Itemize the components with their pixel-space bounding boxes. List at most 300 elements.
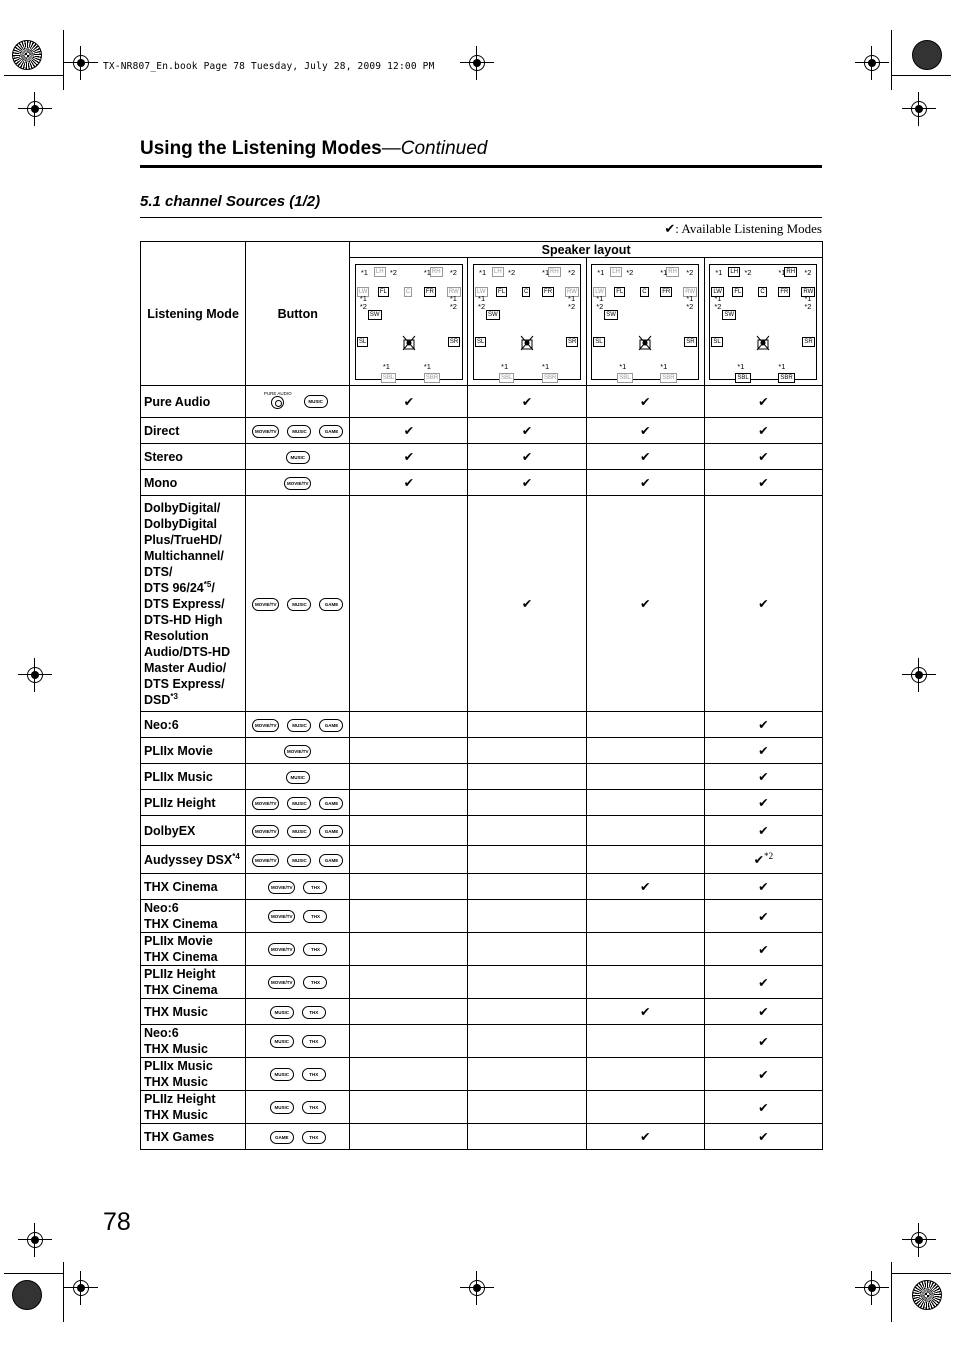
- availability-cell: [704, 900, 822, 933]
- thx-button-icon: THX: [303, 976, 327, 989]
- listening-mode-name: THX Games: [141, 1124, 246, 1150]
- availability-cell: [704, 444, 822, 470]
- thx-button-icon: THX: [302, 1006, 326, 1019]
- listening-mode-name: Mono: [141, 470, 246, 496]
- listening-mode-name: Neo:6 THX Cinema: [141, 900, 246, 933]
- thx-button-icon: THX: [303, 910, 327, 923]
- button-cell: [246, 846, 350, 874]
- button-cell: [246, 764, 350, 790]
- speaker-label-c: C: [405, 288, 411, 295]
- crosshair-mark: [861, 52, 883, 74]
- listening-mode-name: Neo:6: [141, 712, 246, 738]
- speaker-label-rw: RW: [567, 288, 577, 295]
- button-cell: [246, 496, 350, 712]
- table-row: [141, 1124, 823, 1150]
- availability-cell: [350, 470, 468, 496]
- availability-cell: [468, 966, 586, 999]
- availability-cell: [350, 816, 468, 846]
- check-mark: ✔: [758, 908, 769, 924]
- table-row: [141, 1025, 823, 1058]
- table-row: [141, 846, 823, 874]
- speaker-label-sbl: SBL: [382, 374, 395, 381]
- crosshair-mark: [861, 1277, 883, 1299]
- music-button-icon: MUSIC: [304, 395, 328, 408]
- diagram-footnote-mark: *1: [660, 267, 668, 277]
- speaker-label-sbr: SBR: [780, 374, 793, 381]
- speaker-label-fl: FL: [616, 288, 624, 295]
- check-mark: ✔: [758, 717, 769, 732]
- listening-mode-name: PLIIx Movie: [141, 738, 246, 764]
- check-mark: ✔: [758, 596, 769, 611]
- availability-cell: [350, 444, 468, 470]
- diagram-footnote-mark: *1: [596, 293, 604, 303]
- check-mark: ✔: [639, 475, 651, 490]
- listener-icon: [401, 335, 417, 351]
- button-cell: [246, 444, 350, 470]
- check-mark: ✔: [758, 449, 769, 464]
- header-listening-mode: Listening Mode: [141, 242, 246, 386]
- check-mark: ✔: [758, 795, 769, 810]
- availability-cell: [350, 966, 468, 999]
- crosshair-mark: [24, 1229, 46, 1251]
- crop-line: [63, 30, 64, 90]
- page-number: 78: [103, 1208, 131, 1236]
- availability-cell: [704, 738, 822, 764]
- page-title-main: Using the Listening Modes: [140, 138, 382, 159]
- speaker-label-sbr: SBR: [425, 374, 439, 381]
- crosshair-mark: [908, 98, 930, 120]
- check-mark: ✔: [403, 394, 415, 409]
- speaker-label-fr: FR: [425, 288, 434, 295]
- speaker-label-lh: LH: [375, 268, 384, 275]
- availability-cell: [350, 790, 468, 816]
- crosshair-mark: [466, 52, 488, 74]
- diagram-footnote-mark: *1: [568, 293, 576, 303]
- movie-tv-button-icon: MOVIE/TV: [268, 976, 296, 989]
- speaker-label-rh: RH: [550, 268, 559, 275]
- availability-cell: [350, 1025, 468, 1058]
- section-rule: [140, 217, 822, 218]
- table-row: [141, 712, 823, 738]
- table-row: [141, 386, 823, 418]
- movie-tv-button-icon: MOVIE/TV: [252, 719, 280, 732]
- speaker-label-fl: FL: [734, 288, 742, 295]
- check-mark: ✔: [753, 852, 765, 867]
- availability-cell: [350, 999, 468, 1025]
- button-cell: [246, 1058, 350, 1091]
- diagram-footnote-mark: *1: [423, 267, 431, 277]
- speaker-label-c: C: [524, 288, 529, 295]
- check-mark: ✔: [758, 941, 769, 957]
- music-button-icon: MUSIC: [287, 825, 311, 838]
- availability-cell: [704, 418, 822, 444]
- button-cell: [246, 470, 350, 496]
- availability-cell: [350, 1091, 468, 1124]
- movie-tv-button-icon: MOVIE/TV: [252, 797, 280, 810]
- game-button-icon: GAME: [319, 719, 343, 732]
- button-cell: [246, 1091, 350, 1124]
- music-button-icon: MUSIC: [286, 771, 310, 784]
- table-row: [141, 418, 823, 444]
- diagram-footnote-mark: *2: [596, 301, 604, 311]
- button-cell: [246, 386, 350, 418]
- speaker-layout-diagram: [709, 264, 817, 380]
- availability-cell: [350, 874, 468, 900]
- speaker-layout-cell: [350, 258, 468, 386]
- check-mark: ✔: [521, 423, 533, 438]
- availability-cell: [586, 386, 704, 418]
- availability-cell: [704, 496, 822, 712]
- availability-cell: [350, 496, 468, 712]
- button-cell: [246, 933, 350, 966]
- movie-tv-button-icon: MOVIE/TV: [284, 745, 312, 758]
- availability-cell: [586, 816, 704, 846]
- speaker-layout-diagram: [473, 264, 581, 380]
- check-mark: ✔: [521, 449, 533, 464]
- movie-tv-button-icon: MOVIE/TV: [284, 477, 312, 490]
- crosshair-mark: [24, 664, 46, 686]
- speaker-label-sbl: SBL: [737, 374, 749, 381]
- thx-button-icon: THX: [303, 881, 327, 894]
- check-mark: ✔: [639, 596, 651, 611]
- table-row: [141, 496, 823, 712]
- speaker-label-sbl: SBL: [619, 374, 631, 381]
- diagram-footnote-mark: *1: [478, 293, 486, 303]
- movie-tv-button-icon: MOVIE/TV: [252, 425, 280, 438]
- diagram-footnote-mark: *1: [804, 293, 812, 303]
- button-cell: [246, 418, 350, 444]
- listening-mode-name: Neo:6 THX Music: [141, 1025, 246, 1058]
- listening-mode-name: Stereo: [141, 444, 246, 470]
- availability-cell: [350, 933, 468, 966]
- crosshair-mark: [24, 98, 46, 120]
- check-mark: ✔: [758, 475, 769, 490]
- speaker-layout-cell: [468, 258, 586, 386]
- thx-button-icon: THX: [303, 943, 327, 956]
- section-title: 5.1 channel Sources (1/2): [140, 193, 321, 210]
- availability-cell: [350, 712, 468, 738]
- check-mark: ✔: [639, 1129, 651, 1144]
- speaker-label-sw: SW: [606, 311, 616, 318]
- availability-cell: [586, 1124, 704, 1150]
- music-button-icon: MUSIC: [287, 719, 311, 732]
- game-button-icon: GAME: [319, 797, 343, 810]
- speaker-layout-diagram: [355, 264, 463, 380]
- availability-cell: [468, 386, 586, 418]
- availability-cell: [586, 966, 704, 999]
- table-row: [141, 790, 823, 816]
- speaker-label-c: C: [760, 288, 765, 295]
- availability-cell: [586, 712, 704, 738]
- availability-cell: [468, 1091, 586, 1124]
- button-cell: [246, 1124, 350, 1150]
- button-cell: [246, 874, 350, 900]
- availability-cell: [350, 900, 468, 933]
- diagram-footnote-mark: *1: [501, 361, 509, 371]
- movie-tv-button-icon: MOVIE/TV: [252, 854, 280, 867]
- speaker-label-fr: FR: [544, 288, 553, 295]
- listening-mode-name: PLIIz Height THX Music: [141, 1091, 246, 1124]
- speaker-label-sr: SR: [568, 338, 577, 345]
- table-row: [141, 738, 823, 764]
- legend-check-mark: ✔: [664, 222, 676, 237]
- listening-mode-name: Audyssey DSX$^{*4}$: [141, 846, 246, 874]
- crosshair-mark: [70, 1277, 92, 1299]
- table-row: [141, 933, 823, 966]
- availability-cell: [468, 900, 586, 933]
- thx-button-icon: THX: [302, 1101, 326, 1114]
- crop-line: [891, 30, 892, 90]
- speaker-label-lh: LH: [612, 268, 620, 275]
- availability-cell: [586, 874, 704, 900]
- availability-cell: [586, 764, 704, 790]
- check-mark: ✔: [758, 823, 769, 838]
- availability-cell: [704, 999, 822, 1025]
- button-cell: [246, 999, 350, 1025]
- availability-cell: [468, 933, 586, 966]
- check-mark: ✔: [758, 743, 769, 758]
- registration-sunburst-top-right: [912, 40, 942, 70]
- check-mark: ✔: [639, 394, 651, 409]
- availability-cell: [350, 386, 468, 418]
- check-mark: ✔: [403, 475, 415, 490]
- availability-cell: [586, 470, 704, 496]
- speaker-label-sr: SR: [449, 338, 459, 345]
- crosshair-mark: [908, 1229, 930, 1251]
- movie-tv-button-icon: MOVIE/TV: [268, 943, 296, 956]
- movie-tv-button-icon: MOVIE/TV: [268, 881, 296, 894]
- diagram-footnote-mark: *1: [619, 361, 627, 371]
- listening-mode-name: THX Music: [141, 999, 246, 1025]
- speaker-label-sbr: SBR: [544, 374, 557, 381]
- game-button-icon: GAME: [319, 598, 343, 611]
- diagram-footnote-mark: *2: [359, 301, 367, 311]
- speaker-label-fl: FL: [379, 288, 387, 295]
- pure-audio-button-icon: PURE AUDIO: [264, 391, 292, 412]
- availability-cell: [468, 712, 586, 738]
- diagram-footnote-mark: *2: [568, 301, 576, 311]
- crosshair-mark: [70, 52, 92, 74]
- availability-cell: [704, 1124, 822, 1150]
- availability-cell: [586, 1025, 704, 1058]
- diagram-footnote-mark: *1: [382, 361, 390, 371]
- diagram-footnote-mark: *2: [686, 301, 694, 311]
- legend: [664, 221, 822, 237]
- thx-button-icon: THX: [302, 1131, 326, 1144]
- diagram-footnote-mark: *2: [804, 301, 812, 311]
- speaker-label-fr: FR: [780, 288, 789, 295]
- registration-sunburst-top-left: [12, 40, 42, 70]
- availability-cell: [468, 1025, 586, 1058]
- listening-mode-name: Pure Audio: [141, 386, 246, 418]
- table-row: [141, 874, 823, 900]
- listening-mode-name: DolbyDigital/ DolbyDigital Plus/TrueHD/ Multichannel/ DTS/ DTS 96/24$^{*5}$/ DTS Express/ DTS-HD High Resolution Audio/DTS-HD Master Audio/ DTS Express/ DSD$^{*3}$: [141, 496, 246, 712]
- game-button-icon: GAME: [270, 1131, 294, 1144]
- check-mark: ✔: [639, 449, 651, 464]
- availability-cell: [468, 444, 586, 470]
- table-row: [141, 900, 823, 933]
- diagram-footnote-mark: *1: [660, 361, 668, 371]
- diagram-footnote-mark: *2: [449, 301, 457, 311]
- listening-mode-name: PLIIx Movie THX Cinema: [141, 933, 246, 966]
- diagram-footnote-mark: *1: [715, 267, 723, 277]
- crop-line: [63, 1262, 64, 1322]
- diagram-footnote-mark: *2: [804, 267, 812, 277]
- registration-sunburst-bottom-right: [912, 1280, 942, 1310]
- availability-cell: [704, 1091, 822, 1124]
- diagram-footnote-mark: *1: [479, 267, 487, 277]
- diagram-footnote-mark: *2: [449, 267, 457, 277]
- speaker-label-rw: RW: [685, 288, 696, 295]
- button-cell: [246, 1025, 350, 1058]
- listening-mode-name: THX Cinema: [141, 874, 246, 900]
- availability-cell: [704, 816, 822, 846]
- speaker-label-lw: LW: [713, 288, 722, 295]
- button-cell: [246, 816, 350, 846]
- diagram-footnote-mark: *2: [508, 267, 516, 277]
- speaker-label-fl: FL: [498, 288, 506, 295]
- check-mark: ✔: [758, 1129, 769, 1144]
- speaker-label-lw: LW: [595, 288, 604, 295]
- check-mark: ✔: [639, 423, 651, 438]
- movie-tv-button-icon: MOVIE/TV: [252, 598, 280, 611]
- speaker-label-sl: SL: [595, 338, 603, 345]
- availability-cell: [586, 738, 704, 764]
- listening-mode-name: PLIIx Music: [141, 764, 246, 790]
- music-button-icon: MUSIC: [287, 425, 311, 438]
- crop-line: [891, 75, 951, 76]
- table-row: [141, 470, 823, 496]
- check-mark: ✔: [758, 423, 769, 438]
- diagram-footnote-mark: *2: [389, 267, 397, 277]
- speaker-label-lw: LW: [477, 288, 486, 295]
- header-button: Button: [246, 242, 350, 386]
- availability-cell: [350, 764, 468, 790]
- game-button-icon: GAME: [319, 425, 343, 438]
- thx-button-icon: THX: [302, 1035, 326, 1048]
- crop-line: [891, 1273, 951, 1274]
- thx-button-icon: THX: [302, 1068, 326, 1081]
- diagram-footnote-mark: *2: [478, 301, 486, 311]
- availability-cell: [704, 712, 822, 738]
- availability-cell: [586, 1058, 704, 1091]
- speaker-label-sr: SR: [804, 338, 813, 345]
- availability-cell: [704, 386, 822, 418]
- check-mark: ✔: [758, 879, 769, 894]
- crosshair-mark: [908, 664, 930, 686]
- availability-cell: [468, 874, 586, 900]
- table-row: [141, 999, 823, 1025]
- speaker-layout-cell: [704, 258, 822, 386]
- button-cell: [246, 900, 350, 933]
- music-button-icon: MUSIC: [287, 598, 311, 611]
- registration-sunburst-bottom-left: [12, 1280, 42, 1310]
- page-title-continued: —Continued: [381, 138, 488, 159]
- availability-cell: [468, 496, 586, 712]
- speaker-label-sl: SL: [713, 338, 721, 345]
- speaker-label-sbr: SBR: [662, 374, 675, 381]
- availability-cell: [468, 790, 586, 816]
- check-mark: ✔: [639, 1004, 651, 1019]
- availability-cell: [468, 418, 586, 444]
- check-mark: ✔: [403, 423, 415, 438]
- diagram-footnote-mark: *1: [423, 361, 431, 371]
- diagram-footnote-mark: *1: [360, 267, 368, 277]
- title-rule: [140, 165, 822, 168]
- listening-mode-name: PLIIx Music THX Music: [141, 1058, 246, 1091]
- diagram-footnote-mark: *1: [714, 293, 722, 303]
- check-mark: ✔: [758, 1004, 769, 1019]
- check-mark: ✔: [521, 475, 533, 490]
- availability-cell: [468, 1058, 586, 1091]
- speaker-label-rw: RW: [803, 288, 814, 295]
- movie-tv-button-icon: MOVIE/TV: [268, 910, 296, 923]
- availability-cell: [586, 846, 704, 874]
- check-mark: ✔: [758, 394, 769, 409]
- diagram-footnote-mark: *1: [778, 267, 786, 277]
- listening-mode-name: DolbyEX: [141, 816, 246, 846]
- availability-cell: [468, 764, 586, 790]
- diagram-footnote-mark: *1: [542, 267, 550, 277]
- speaker-label-fr: FR: [662, 288, 671, 295]
- music-button-icon: MUSIC: [270, 1068, 294, 1081]
- availability-cell: [468, 999, 586, 1025]
- diagram-footnote-mark: *1: [686, 293, 694, 303]
- availability-cell: [350, 738, 468, 764]
- page-title: [140, 138, 487, 160]
- speaker-label-lw: LW: [358, 288, 368, 295]
- availability-cell: [586, 900, 704, 933]
- listening-mode-name: PLIIz Height THX Cinema: [141, 966, 246, 999]
- table-row: [141, 444, 823, 470]
- availability-cell: [704, 874, 822, 900]
- listening-mode-name: PLIIz Height: [141, 790, 246, 816]
- diagram-footnote-mark: *2: [568, 267, 576, 277]
- speaker-label-sw: SW: [488, 311, 498, 318]
- availability-cell: [586, 418, 704, 444]
- button-cell: [246, 966, 350, 999]
- check-mark: ✔: [758, 1066, 769, 1082]
- speaker-label-rh: RH: [668, 268, 677, 275]
- button-cell: [246, 712, 350, 738]
- check-mark: ✔: [758, 974, 769, 990]
- speaker-label-rh: RH: [431, 268, 441, 275]
- diagram-footnote-mark: *1: [737, 361, 745, 371]
- crosshair-mark: [466, 1277, 488, 1299]
- speaker-label-rw: RW: [448, 288, 459, 295]
- music-button-icon: MUSIC: [270, 1006, 294, 1019]
- game-button-icon: GAME: [319, 825, 343, 838]
- speaker-label-rh: RH: [786, 268, 796, 275]
- availability-cell: [704, 1058, 822, 1091]
- diagram-footnote-mark: *1: [597, 267, 605, 277]
- availability-cell: [704, 1025, 822, 1058]
- speaker-label-lh: LH: [730, 268, 739, 275]
- diagram-footnote-mark: *2: [686, 267, 694, 277]
- print-header: TX-NR807_En.book Page 78 Tuesday, July 28, 2009 12:00 PM: [103, 61, 435, 72]
- movie-tv-button-icon: MOVIE/TV: [252, 825, 280, 838]
- footnote-mark: *2: [764, 850, 774, 861]
- listening-mode-table: [140, 241, 823, 1150]
- availability-cell: [350, 1124, 468, 1150]
- listener-icon: [519, 335, 535, 351]
- check-mark: ✔: [758, 769, 769, 784]
- crop-line: [891, 1262, 892, 1322]
- availability-cell: [704, 846, 822, 874]
- table-row: [141, 764, 823, 790]
- table-row: [141, 816, 823, 846]
- speaker-label-sbl: SBL: [501, 374, 513, 381]
